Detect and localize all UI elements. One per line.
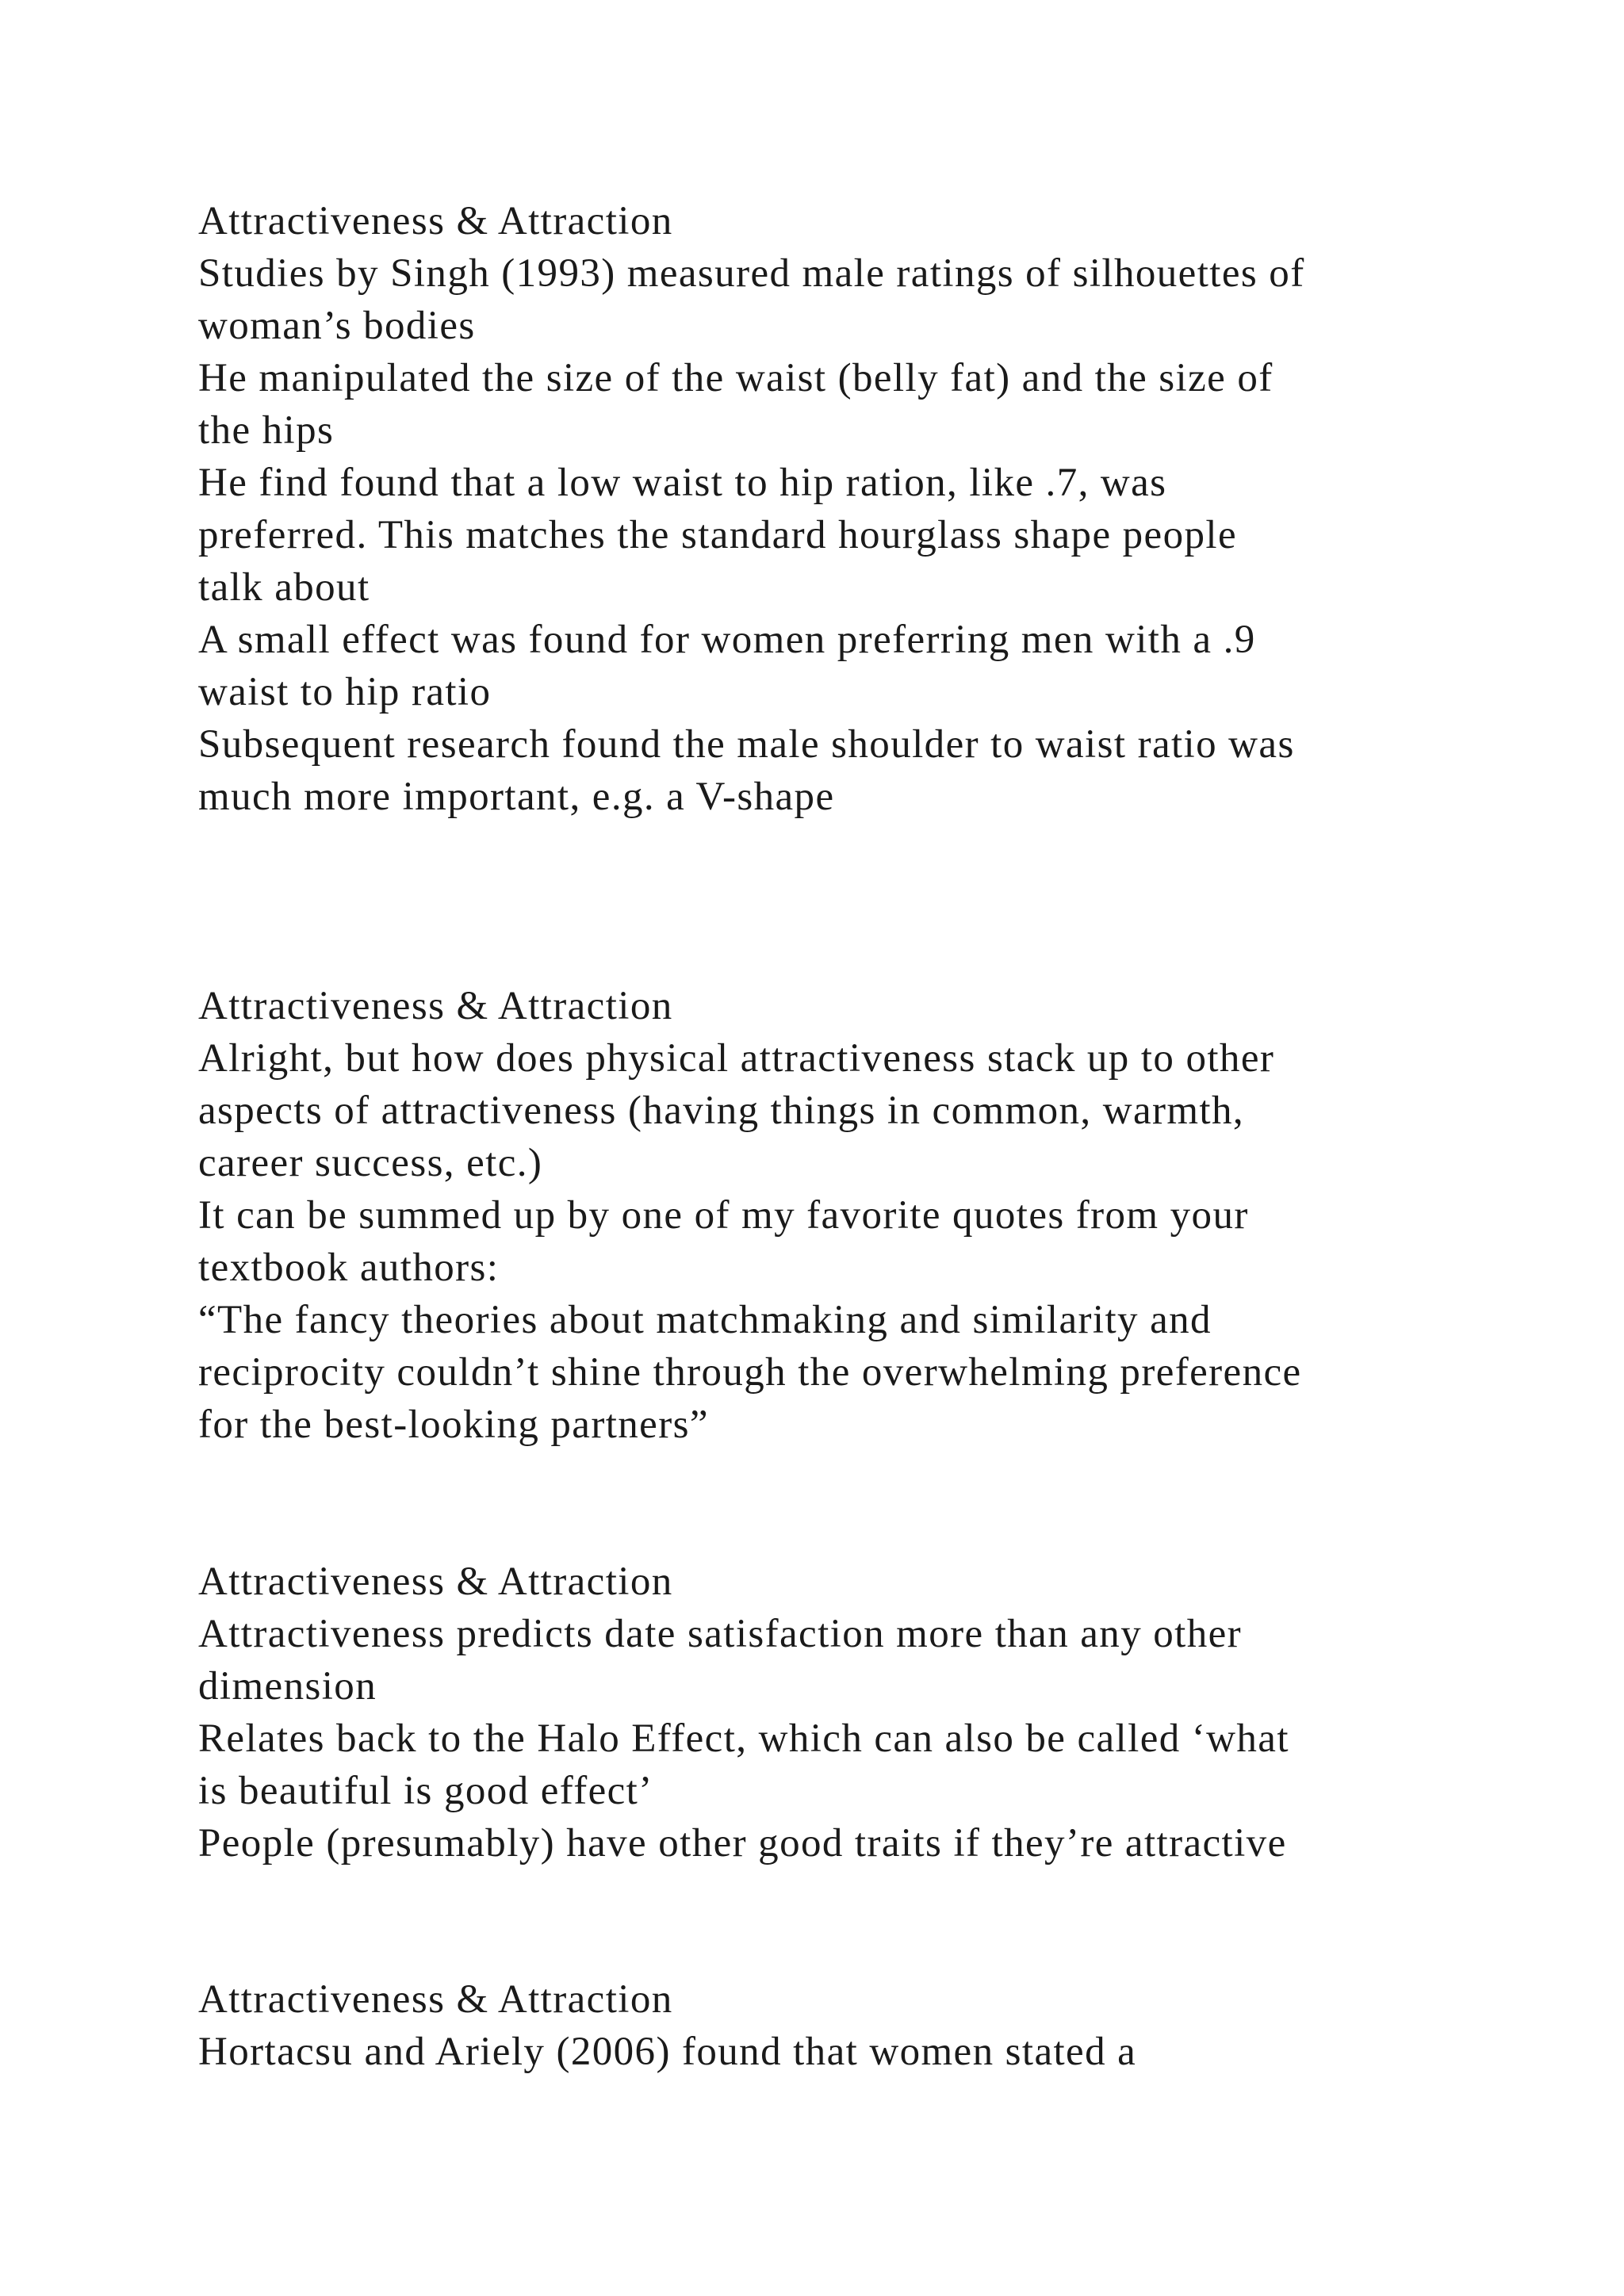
section-singh-waist-hip <box>198 195 1499 823</box>
body-line: Attractiveness predicts date satisfaction more than any other <box>198 1612 1243 1656</box>
body-line: career success, etc.) <box>198 1141 543 1185</box>
body-line: A small effect was found for women preferring men with a .9 <box>198 618 1256 662</box>
body-line: waist to hip ratio <box>198 670 492 714</box>
body-line: dimension <box>198 1664 377 1709</box>
section-heading: Attractiveness & Attraction <box>198 1977 673 2022</box>
body-line: textbook authors: <box>198 1246 500 1290</box>
body-line: Relates back to the Halo Effect, which can also be called ‘what <box>198 1716 1289 1761</box>
body-line: Subsequent research found the male shoulder to waist ratio was <box>198 722 1295 767</box>
body-line: People (presumably) have other good traits if they’re attractive <box>198 1821 1287 1866</box>
quote-line: for the best-looking partners” <box>198 1402 709 1447</box>
section-heading: Attractiveness & Attraction <box>198 199 673 243</box>
section-halo-effect <box>198 1556 1499 1869</box>
section-physical-attractiveness <box>198 980 1499 1451</box>
body-line: Studies by Singh (1993) measured male ratings of silhouettes of <box>198 251 1305 296</box>
section-heading: Attractiveness & Attraction <box>198 984 673 1028</box>
quote-line: “The fancy theories about matchmaking and similarity and <box>198 1298 1212 1342</box>
body-line: the hips <box>198 408 335 453</box>
body-line: aspects of attractiveness (having things in common, warmth, <box>198 1089 1245 1133</box>
body-line: Hortacsu and Ariely (2006) found that women stated a <box>198 2030 1137 2074</box>
section-heading: Attractiveness & Attraction <box>198 1559 673 1604</box>
body-line: talk about <box>198 565 370 610</box>
body-line: much more important, e.g. a V-shape <box>198 775 835 819</box>
body-line: Alright, but how does physical attractiveness stack up to other <box>198 1036 1275 1081</box>
quote-line: reciprocity couldn’t shine through the overwhelming preference <box>198 1350 1302 1395</box>
section-hortacsu-ariely <box>198 1973 1499 2078</box>
body-line: is beautiful is good effect’ <box>198 1769 653 1813</box>
body-line: He manipulated the size of the waist (belly fat) and the size of <box>198 356 1274 400</box>
body-line: He find found that a low waist to hip ration, like .7, was <box>198 461 1167 505</box>
body-line: woman’s bodies <box>198 304 476 348</box>
body-line: It can be summed up by one of my favorite quotes from your <box>198 1193 1249 1238</box>
body-line: preferred. This matches the standard hourglass shape people <box>198 513 1237 557</box>
